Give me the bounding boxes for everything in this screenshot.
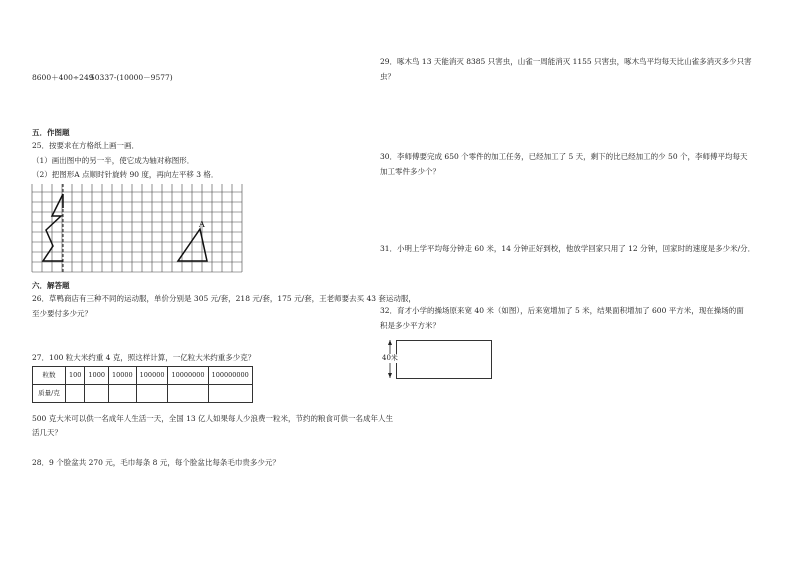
table-row-label: 质量/克 [33, 385, 66, 403]
table-cell [136, 385, 168, 403]
question-30-line-1: 30．李师傅要完成 650 个零件的加工任务，已经加工了 5 天，剩下的比已经加工的少 50 个，李师傅平均每天 [380, 152, 748, 161]
playground-rectangle [396, 340, 492, 379]
question-32-line-1: 32．育才小学的操场原来宽 40 米（如图），后来宽增加了 5 米，结果面积增加了 600 平方米，现在操场的面 [380, 306, 744, 315]
table-cell: 100000 [136, 367, 168, 385]
table-cell [108, 385, 136, 403]
question-30-line-2: 加工零件多少个？ [380, 167, 440, 176]
half-shape [43, 194, 63, 261]
section-6-title: 六．解答题 [32, 281, 70, 290]
table-header-label: 粒数 [33, 367, 66, 385]
question-25: 25．按要求在方格纸上画一画． [32, 141, 140, 150]
question-27: 27．100 粒大米约重 4 克，照这样计算，一亿粒大米约重多少克？ [32, 353, 256, 362]
table-row [33, 385, 253, 403]
question-29-line-2: 虫？ [380, 72, 395, 81]
width-label: 40米 [382, 354, 398, 362]
question-26-line-2: 至少要付多少元？ [32, 309, 92, 318]
question-31: 31．小明上学平均每分钟走 60 米，14 分钟正好到校，他放学回家只用了 12 分钟，回家时的速度是多少米/分． [380, 244, 756, 253]
grid-figure [32, 184, 242, 272]
question-32-line-2: 积是多少平方米？ [380, 321, 440, 330]
question-29-line-1: 29．啄木鸟 13 天能消灭 8385 只害虫，山雀一周能消灭 1155 只害虫，啄木鸟平均每天比山雀多消灭多少只害 [380, 57, 752, 66]
section-5-title: 五．作图题 [32, 128, 70, 137]
table-cell: 100000000 [208, 367, 252, 385]
table-cell: 10000 [108, 367, 136, 385]
table-cell [168, 385, 208, 403]
table-cell [85, 385, 109, 403]
question-26-line-1: 26．草鸭商店有三种不同的运动服，单价分别是 305 元/套，218 元/套，175 元/套，王老师要去买 43 套运动服， [32, 294, 416, 303]
table-cell [66, 385, 85, 403]
table-row [33, 367, 253, 385]
calc-expression-2: 50337-(10000－9577) [90, 73, 173, 82]
question-25-part-1: （1）画出图中的另一半，使它成为轴对称图形． [32, 156, 195, 165]
question-28: 28．9 个脸盆共 270 元，毛巾每条 8 元，每个脸盆比每条毛巾贵多少元？ [32, 458, 280, 467]
table-cell: 1000 [85, 367, 109, 385]
table-cell: 100 [66, 367, 85, 385]
point-a-label: A [199, 220, 205, 229]
question-27-line-2: 500 克大米可以供一名成年人生活一天，全国 13 亿人如果每人少浪费一粒米，节约的粮食可供一名成年人生 [32, 414, 394, 423]
table-cell [208, 385, 252, 403]
table-cell: 10000000 [168, 367, 208, 385]
calc-expression-1: 8600＋400÷249 [32, 73, 94, 82]
question-27-line-3: 活几天？ [32, 428, 62, 437]
rice-table [32, 366, 253, 403]
question-25-part-2: （2）把图形A 点顺时针旋转 90 度，再向左平移 3 格． [32, 170, 219, 179]
triangle-shape [178, 229, 207, 261]
